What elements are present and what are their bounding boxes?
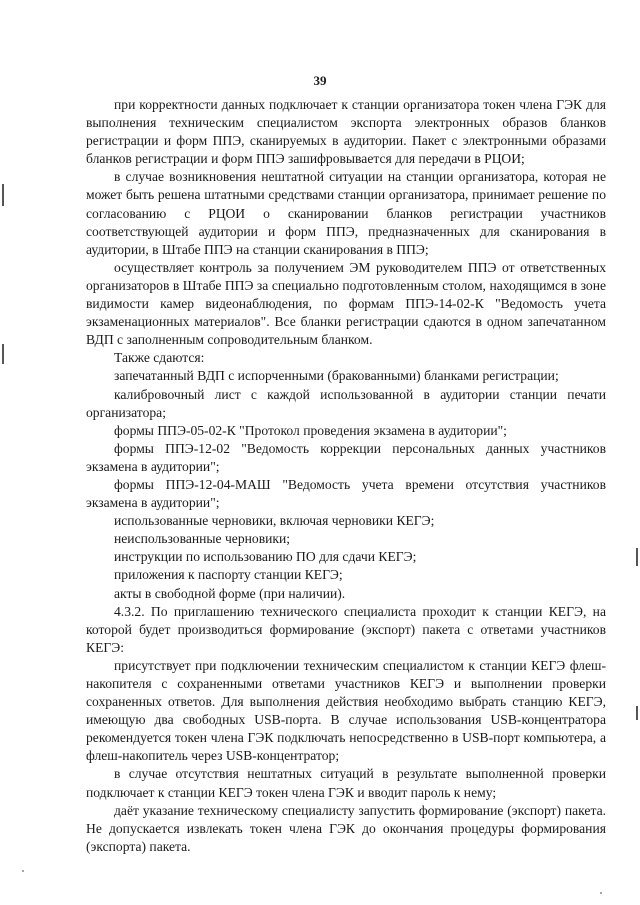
- list-item: акты в свободной форме (при наличии).: [114, 585, 346, 601]
- list-item: формы ППЭ-05-02-К "Протокол проведения экзамена в аудитории";: [114, 422, 507, 438]
- list-item: приложения к паспорту станции КЕГЭ;: [114, 567, 343, 583]
- paragraph: осуществляет контроль за получением ЭМ руководителем ППЭ от ответственных организаторов в Штабе ППЭ за специально подготовленным столом, находящимся в зоне видимости камер видеонаблюдения, по формам ППЭ-14-02-К "Ведомость учета экзаменационных материалов". Все бланки регистрации сдаются в одном запечатанном ВДП с заполненным сопроводительным бланком.: [86, 259, 606, 348]
- paragraph: даёт указание техническому специалисту запустить формирование (экспорт) пакета. Не допускается извлекать токен члена ГЭК до окончания процедуры формирования (экспорта) пакета.: [86, 802, 606, 854]
- list-item: использованные черновики, включая черновики КЕГЭ;: [114, 513, 435, 529]
- list-item: инструкции по использованию ПО для сдачи КЕГЭ;: [114, 549, 417, 565]
- paragraph: в случае отсутствия нештатных ситуаций в результате выполненной проверки подключает к станции КЕГЭ токен члена ГЭК и вводит пароль к нему;: [86, 766, 606, 800]
- scan-edge-mark: [636, 706, 638, 720]
- page-number: 39: [313, 73, 327, 88]
- section-paragraph: 4.3.2. По приглашению технического специалиста проходит к станции КЕГЭ, на которой будет производиться формирование (экспорт) пакета с ответами участников КЕГЭ:: [86, 603, 606, 655]
- paragraph: при корректности данных подключает к станции организатора токен члена ГЭК для выполнения техническим специалистом экспорта электронных образов бланков регистрации и форм ППЭ, сканируемых в аудитории. Пакет с электронными образами бланков регистрации и форм ППЭ зашифровывается для передачи в РЦОИ;: [86, 97, 606, 167]
- scan-edge-mark: [2, 184, 4, 206]
- list-item: формы ППЭ-12-04-МАШ "Ведомость учета времени отсутствия участников экзамена в аудитории";: [86, 476, 606, 511]
- list-item: запечатанный ВДП с испорченными (бракованными) бланками регистрации;: [114, 368, 559, 384]
- scan-speck: [600, 892, 602, 894]
- paragraph: присутствует при подключении техническим специалистом к станции КЕГЭ флеш-накопителя с сохраненными ответами участников КЕГЭ и выполнении проверки сохраненных ответов. Для выполнения действия необходимо выбрать станцию КЕГЭ, имеющую два свободных USB-порта. В случае использования USB-концентратора рекомендуется токен члена ГЭК подключать непосредственно в USB-порт компьютера, а флеш-накопитель через USB-концентратор;: [86, 657, 606, 764]
- list-item: формы ППЭ-12-02 "Ведомость коррекции персональных данных участников экзамена в аудитории";: [86, 440, 606, 474]
- document-body: [86, 96, 606, 856]
- scan-edge-mark: [2, 344, 4, 364]
- scan-speck: [22, 870, 24, 872]
- list-item: калибровочный лист с каждой использованной в аудитории станции печати организатора;: [86, 386, 606, 420]
- list-item: неиспользованные черновики;: [114, 531, 291, 547]
- paragraph: в случае возникновения нештатной ситуации на станции организатора, которая не может быть решена штатными средствами станции организатора, принимает решение по согласованию с РЦОИ о сканировании бланков регистрации участников соответствующей аудитории и форм ППЭ, предназначенных для сканирования в аудитории, в Штабе ППЭ на станции сканирования в ППЭ;: [86, 169, 606, 257]
- paragraph: Также сдаются:: [114, 350, 205, 366]
- scan-edge-mark: [636, 548, 638, 566]
